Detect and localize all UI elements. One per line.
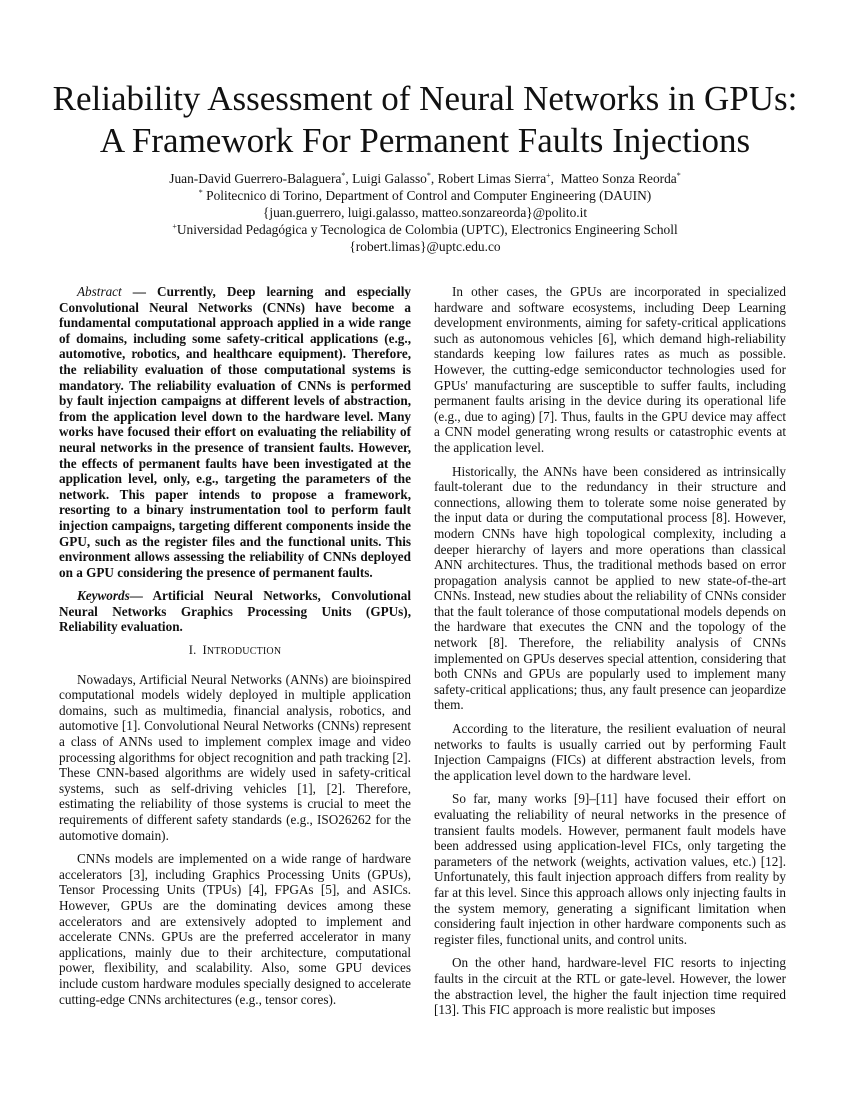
paragraph: CNNs models are implemented on a wide range of hardware accelerators [3], including Graphics Processing Units (GPUs), Tensor Processing Units (TPUs) [4], FPGAs [5], and ASICs. However, GPUs are the dominating devices among these accelerators and are extensively adopted to implement and accelerate CNNs. GPUs are the preferred accelerator in many applications, mainly due to their architecture, computational power, flexibility, and scalability. Also, some GPU devices include custom hardware modules specially designed to accelerate cutting-edge CNNs architectures (e.g., tensor cores). (59, 851, 411, 1007)
affiliation-mark: * (198, 188, 203, 197)
paper-title (40, 78, 810, 162)
author-name: Robert Limas Sierra (437, 171, 547, 186)
author-name: Juan-David Guerrero-Balaguera (169, 171, 342, 186)
section-first-letter: I (202, 643, 207, 658)
right-column (434, 284, 786, 1026)
email-1: {juan.guerrero, luigi.galasso, matteo.sonzareorda}@polito.it (262, 205, 588, 220)
author-mark: * (341, 171, 346, 180)
author-name: Matteo Sonza Reorda (560, 171, 677, 186)
keywords-text: Artificial Neural Networks, Convolutional Neural Networks Graphics Processing Units (GPUs), Reliability evaluation. (59, 588, 411, 635)
paragraph: Historically, the ANNs have been considered as intrinsically fault-tolerant due to the redundancy in their structure and connections, allowing them to tolerate some noise generated by the input data or during the computational process [8]. However, modern CNNs have high topological complexity, including a deeper hierarchy of layers and more operations than classical ANN architectures. Thus, the traditional methods based on error propagation analysis cannot be applied to new state-of-the-art CNNs. Instead, new studies about the reliability of CNNs consider that the fault tolerance of those computational models depends on the hardware that executes the CNN and the topology of the network [8]. Therefore, the reliability analysis of CNNs implemented on GPUs deserves special attention, considering that both CNNs and GPUs are popularly used to implement many safety-critical applications; thus, any fault presence can jeopardize them. (434, 463, 786, 713)
paragraph: On the other hand, hardware-level FIC resorts to injecting faults in the circuit at the RTL or gate-level. However, the lower the abstraction level, the higher the fault injection time required [13]. This FIC approach is more realistic but imposes (434, 955, 786, 1018)
author-mark: + (546, 171, 551, 180)
section-number: I. (188, 643, 197, 658)
title-line-2: A Framework For Permanent Faults Injections (99, 121, 751, 160)
author-name: Luigi Galasso (352, 171, 427, 186)
affiliation-1: * Politecnico di Torino, Department of Control and Computer Engineering (DAUIN) (198, 188, 652, 203)
affiliation-2: +Universidad Pedagógica y Tecnologica de Colombia (UPTC), Electronics Engineering Scholl (172, 222, 678, 237)
paragraph: According to the literature, the resilient evaluation of neural networks to faults is usually carried out by performing Fault Injection Campaigns (FICs) at different abstraction levels, from the application level down to the hardware level. (434, 721, 786, 783)
keywords (59, 588, 411, 635)
abstract-lead: Abstract (77, 284, 122, 299)
paragraph: So far, many works [9]–[11] have focused their effort on evaluating the reliability of neural networks in the presence of transient faults models. However, permanent fault models have been addressed using application-level FICs, only targeting the parameters of the network (weights, activation values, etc.) [12]. Unfortunately, this fault injection approach differs from reality by far at this level. Since this approach allows only injecting faults in the system memory, generating a significant limitation when considering fault injection in other hardware components such as register files, functional units, and control units. (434, 791, 786, 947)
author-mark: * (426, 171, 431, 180)
paragraph: Nowadays, Artificial Neural Networks (ANNs) are bioinspired computational models widely deployed in multiple application domains, such as multimedia, financial analysis, robotics, and automotive [1]. Convolutional Neural Networks (CNNs) represent a class of ANNs used to implement complex image and video processing algorithms for object recognition and path tracking [2]. These CNN-based algorithms are widely used in safety-critical systems, such as self-driving vehicles [1], [2]. Therefore, estimating the reliability of those systems is crucial to meet the requirements of different safety standards (e.g., ISO26262 for the automotive domain). (59, 671, 411, 843)
abstract-text: — Currently, Deep learning and especially Convolutional Neural Networks (CNNs) have become a fundamental computational approach applied in a wide range of domains, including some safety-critical applications (e.g., automotive, robotics, and healthcare equipment). Therefore, the reliability evaluation of those computational systems is mandatory. The reliability evaluation of CNNs is performed by fault injection campaigns at different levels of abstraction, from the application level down to the hardware level. Many works have focused their effort on evaluating the reliability of neural networks in the presence of transient faults. However, the effects of permanent faults have been investigated at the application level, only, e.g., targeting the parameters of the network. This paper intends to propose a framework, resorting to a binary instrumentation tool to perform fault injection campaigns, targeting different components inside the GPU, such as the register files and the functional units. This environment allows assessing the reliability of CNNs deployed on a GPU considering the presence of permanent faults. (59, 284, 411, 580)
author-names: Juan-David Guerrero-Balaguera*, Luigi Galasso*, Robert Limas Sierra+, Matteo Sonza Reorda* (169, 171, 681, 186)
title-line-1: Reliability Assessment of Neural Networks in GPUs: (52, 79, 798, 118)
abstract (59, 284, 411, 580)
email-2: {robert.limas}@uptc.edu.co (349, 239, 501, 254)
section-heading-introduction (59, 643, 411, 660)
section-rest: NTRODUCTION (206, 646, 282, 658)
left-column (59, 284, 411, 1015)
author-mark: * (676, 171, 681, 180)
affiliation-mark: + (172, 222, 177, 231)
keywords-lead: Keywords— (77, 588, 143, 604)
author-block (60, 170, 790, 255)
paragraph: In other cases, the GPUs are incorporated in specialized hardware and software ecosystems, including Deep Learning development environments, aiming for safety-critical applications such as autonomous vehicles [6], which demand high-reliability standards keeping low failures rates as much as possible. However, the cutting-edge semiconductor technologies used for GPUs' manufacturing are susceptible to suffer faults, including permanent faults arising in the device during its operational life (e.g., due to aging) [7]. Thus, faults in the GPU device may affect a CNN model generating wrong results or catastrophic events at the application level. (434, 284, 786, 455)
